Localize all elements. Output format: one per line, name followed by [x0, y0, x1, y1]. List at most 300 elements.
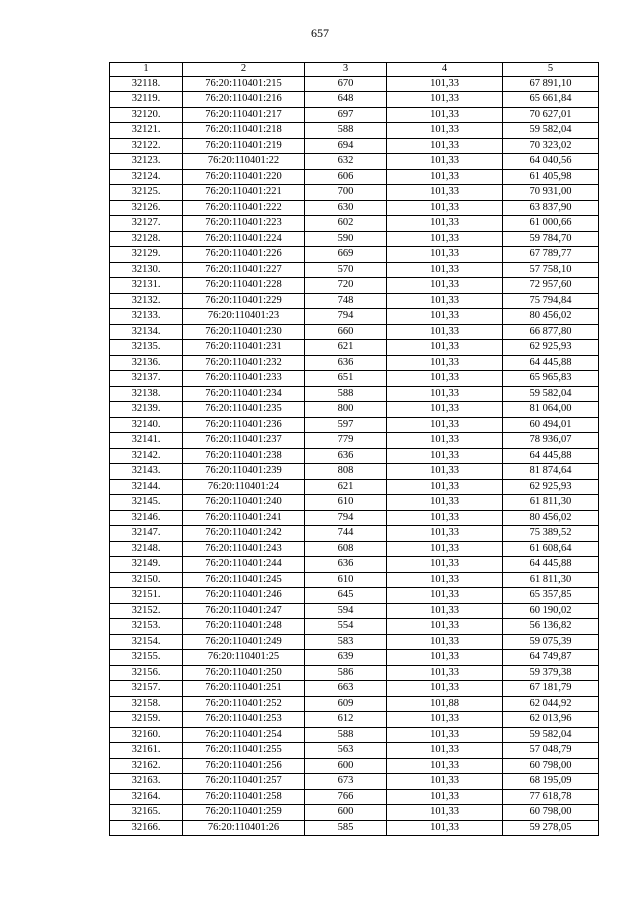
row-number-cell: 32145.	[110, 495, 183, 511]
table-row	[110, 495, 599, 511]
area-cell: 794	[305, 510, 387, 526]
table-row	[110, 355, 599, 371]
cadastral-number-cell: 76:20:110401:251	[183, 681, 305, 697]
cadastral-number-cell: 76:20:110401:219	[183, 138, 305, 154]
table-row	[110, 247, 599, 263]
area-cell: 585	[305, 820, 387, 836]
column-header-4: 4	[387, 63, 503, 77]
row-number-cell: 32128.	[110, 231, 183, 247]
area-cell: 554	[305, 619, 387, 635]
area-cell: 660	[305, 324, 387, 340]
rate-cell: 101,33	[387, 557, 503, 573]
table-row	[110, 216, 599, 232]
table-body	[110, 76, 599, 836]
table-row	[110, 727, 599, 743]
area-cell: 700	[305, 185, 387, 201]
table-row	[110, 572, 599, 588]
value-cell: 61 405,98	[503, 169, 599, 185]
area-cell: 744	[305, 526, 387, 542]
area-cell: 748	[305, 293, 387, 309]
cadastral-number-cell: 76:20:110401:248	[183, 619, 305, 635]
area-cell: 586	[305, 665, 387, 681]
rate-cell: 101,33	[387, 293, 503, 309]
row-number-cell: 32135.	[110, 340, 183, 356]
table-row	[110, 433, 599, 449]
rate-cell: 101,33	[387, 789, 503, 805]
cadastral-number-cell: 76:20:110401:236	[183, 417, 305, 433]
row-number-cell: 32131.	[110, 278, 183, 294]
table-row	[110, 278, 599, 294]
table-row	[110, 448, 599, 464]
value-cell: 64 445,88	[503, 355, 599, 371]
value-cell: 67 181,79	[503, 681, 599, 697]
cadastral-number-cell: 76:20:110401:254	[183, 727, 305, 743]
cadastral-number-cell: 76:20:110401:247	[183, 603, 305, 619]
value-cell: 75 389,52	[503, 526, 599, 542]
column-header-1: 1	[110, 63, 183, 77]
table-row	[110, 386, 599, 402]
table-row	[110, 650, 599, 666]
rate-cell: 101,33	[387, 479, 503, 495]
value-cell: 70 627,01	[503, 107, 599, 123]
area-cell: 597	[305, 417, 387, 433]
value-cell: 72 957,60	[503, 278, 599, 294]
value-cell: 70 323,02	[503, 138, 599, 154]
row-number-cell: 32124.	[110, 169, 183, 185]
rate-cell: 101,33	[387, 588, 503, 604]
area-cell: 669	[305, 247, 387, 263]
value-cell: 75 794,84	[503, 293, 599, 309]
rate-cell: 101,33	[387, 417, 503, 433]
value-cell: 59 784,70	[503, 231, 599, 247]
value-cell: 59 379,38	[503, 665, 599, 681]
value-cell: 70 931,00	[503, 185, 599, 201]
table-row	[110, 696, 599, 712]
cadastral-number-cell: 76:20:110401:235	[183, 402, 305, 418]
row-number-cell: 32144.	[110, 479, 183, 495]
rate-cell: 101,33	[387, 340, 503, 356]
table-row	[110, 138, 599, 154]
row-number-cell: 32118.	[110, 76, 183, 92]
area-cell: 588	[305, 386, 387, 402]
area-cell: 563	[305, 743, 387, 759]
row-number-cell: 32158.	[110, 696, 183, 712]
area-cell: 673	[305, 774, 387, 790]
cadastral-number-cell: 76:20:110401:229	[183, 293, 305, 309]
rate-cell: 101,33	[387, 309, 503, 325]
value-cell: 67 891,10	[503, 76, 599, 92]
table-row	[110, 712, 599, 728]
rate-cell: 101,33	[387, 386, 503, 402]
row-number-cell: 32133.	[110, 309, 183, 325]
row-number-cell: 32130.	[110, 262, 183, 278]
row-number-cell: 32154.	[110, 634, 183, 650]
cadastral-number-cell: 76:20:110401:255	[183, 743, 305, 759]
value-cell: 57 048,79	[503, 743, 599, 759]
value-cell: 64 040,56	[503, 154, 599, 170]
value-cell: 59 582,04	[503, 727, 599, 743]
table-row	[110, 557, 599, 573]
area-cell: 636	[305, 355, 387, 371]
row-number-cell: 32155.	[110, 650, 183, 666]
cadastral-number-cell: 76:20:110401:242	[183, 526, 305, 542]
table-row	[110, 805, 599, 821]
value-cell: 59 278,05	[503, 820, 599, 836]
value-cell: 61 811,30	[503, 572, 599, 588]
table-row	[110, 154, 599, 170]
cadastral-number-cell: 76:20:110401:24	[183, 479, 305, 495]
rate-cell: 101,33	[387, 371, 503, 387]
value-cell: 63 837,90	[503, 200, 599, 216]
cadastral-number-cell: 76:20:110401:234	[183, 386, 305, 402]
value-cell: 64 445,88	[503, 448, 599, 464]
table-row	[110, 758, 599, 774]
header-row	[110, 63, 599, 77]
cadastral-number-cell: 76:20:110401:238	[183, 448, 305, 464]
cadastral-number-cell: 76:20:110401:241	[183, 510, 305, 526]
row-number-cell: 32146.	[110, 510, 183, 526]
table-row	[110, 76, 599, 92]
table-row	[110, 464, 599, 480]
area-cell: 570	[305, 262, 387, 278]
value-cell: 62 044,92	[503, 696, 599, 712]
area-cell: 639	[305, 650, 387, 666]
area-cell: 610	[305, 572, 387, 588]
table-row	[110, 402, 599, 418]
area-cell: 600	[305, 758, 387, 774]
value-cell: 62 925,93	[503, 340, 599, 356]
area-cell: 636	[305, 448, 387, 464]
value-cell: 65 965,83	[503, 371, 599, 387]
rate-cell: 101,33	[387, 619, 503, 635]
row-number-cell: 32137.	[110, 371, 183, 387]
value-cell: 61 811,30	[503, 495, 599, 511]
rate-cell: 101,33	[387, 774, 503, 790]
row-number-cell: 32123.	[110, 154, 183, 170]
area-cell: 636	[305, 557, 387, 573]
area-cell: 651	[305, 371, 387, 387]
table-row	[110, 789, 599, 805]
row-number-cell: 32153.	[110, 619, 183, 635]
row-number-cell: 32136.	[110, 355, 183, 371]
row-number-cell: 32127.	[110, 216, 183, 232]
rate-cell: 101,33	[387, 464, 503, 480]
row-number-cell: 32120.	[110, 107, 183, 123]
row-number-cell: 32148.	[110, 541, 183, 557]
cadastral-number-cell: 76:20:110401:230	[183, 324, 305, 340]
cadastral-number-cell: 76:20:110401:245	[183, 572, 305, 588]
table-row	[110, 681, 599, 697]
value-cell: 62 013,96	[503, 712, 599, 728]
area-cell: 606	[305, 169, 387, 185]
area-cell: 594	[305, 603, 387, 619]
rate-cell: 101,33	[387, 758, 503, 774]
rate-cell: 101,33	[387, 107, 503, 123]
row-number-cell: 32156.	[110, 665, 183, 681]
rate-cell: 101,33	[387, 324, 503, 340]
cadastral-number-cell: 76:20:110401:215	[183, 76, 305, 92]
area-cell: 632	[305, 154, 387, 170]
row-number-cell: 32142.	[110, 448, 183, 464]
area-cell: 600	[305, 805, 387, 821]
table-row	[110, 340, 599, 356]
cadastral-number-cell: 76:20:110401:218	[183, 123, 305, 139]
value-cell: 57 758,10	[503, 262, 599, 278]
page-number: 657	[311, 26, 329, 40]
row-number-cell: 32165.	[110, 805, 183, 821]
cadastral-number-cell: 76:20:110401:231	[183, 340, 305, 356]
value-cell: 60 798,00	[503, 805, 599, 821]
value-cell: 65 357,85	[503, 588, 599, 604]
area-cell: 621	[305, 479, 387, 495]
table-row	[110, 293, 599, 309]
rate-cell: 101,33	[387, 572, 503, 588]
table-row	[110, 231, 599, 247]
rate-cell: 101,33	[387, 541, 503, 557]
rate-cell: 101,33	[387, 216, 503, 232]
area-cell: 766	[305, 789, 387, 805]
table-row	[110, 309, 599, 325]
rate-cell: 101,33	[387, 433, 503, 449]
value-cell: 60 798,00	[503, 758, 599, 774]
area-cell: 602	[305, 216, 387, 232]
value-cell: 78 936,07	[503, 433, 599, 449]
row-number-cell: 32138.	[110, 386, 183, 402]
rate-cell: 101,33	[387, 603, 503, 619]
rate-cell: 101,33	[387, 820, 503, 836]
cadastral-number-cell: 76:20:110401:222	[183, 200, 305, 216]
rate-cell: 101,33	[387, 92, 503, 108]
value-cell: 62 925,93	[503, 479, 599, 495]
table-row	[110, 634, 599, 650]
rate-cell: 101,33	[387, 185, 503, 201]
cadastral-number-cell: 76:20:110401:253	[183, 712, 305, 728]
rate-cell: 101,33	[387, 743, 503, 759]
value-cell: 56 136,82	[503, 619, 599, 635]
value-cell: 60 190,02	[503, 603, 599, 619]
rate-cell: 101,33	[387, 76, 503, 92]
cadastral-number-cell: 76:20:110401:252	[183, 696, 305, 712]
area-cell: 609	[305, 696, 387, 712]
cadastral-number-cell: 76:20:110401:250	[183, 665, 305, 681]
area-cell: 588	[305, 123, 387, 139]
row-number-cell: 32132.	[110, 293, 183, 309]
rate-cell: 101,33	[387, 510, 503, 526]
data-table	[109, 62, 599, 836]
cadastral-number-cell: 76:20:110401:224	[183, 231, 305, 247]
value-cell: 59 582,04	[503, 386, 599, 402]
row-number-cell: 32121.	[110, 123, 183, 139]
cadastral-number-cell: 76:20:110401:256	[183, 758, 305, 774]
table-row	[110, 526, 599, 542]
rate-cell: 101,33	[387, 634, 503, 650]
row-number-cell: 32152.	[110, 603, 183, 619]
row-number-cell: 32141.	[110, 433, 183, 449]
rate-cell: 101,33	[387, 665, 503, 681]
table-row	[110, 123, 599, 139]
table-row	[110, 417, 599, 433]
row-number-cell: 32159.	[110, 712, 183, 728]
table-row	[110, 371, 599, 387]
value-cell: 61 000,66	[503, 216, 599, 232]
rate-cell: 101,88	[387, 696, 503, 712]
table-row	[110, 169, 599, 185]
cadastral-number-cell: 76:20:110401:240	[183, 495, 305, 511]
row-number-cell: 32143.	[110, 464, 183, 480]
rate-cell: 101,33	[387, 495, 503, 511]
value-cell: 80 456,02	[503, 309, 599, 325]
value-cell: 77 618,78	[503, 789, 599, 805]
table-row	[110, 774, 599, 790]
cadastral-number-cell: 76:20:110401:233	[183, 371, 305, 387]
row-number-cell: 32126.	[110, 200, 183, 216]
table-row	[110, 603, 599, 619]
rate-cell: 101,33	[387, 123, 503, 139]
area-cell: 590	[305, 231, 387, 247]
cadastral-number-cell: 76:20:110401:220	[183, 169, 305, 185]
table-row	[110, 820, 599, 836]
value-cell: 59 075,39	[503, 634, 599, 650]
cadastral-number-cell: 76:20:110401:257	[183, 774, 305, 790]
cadastral-number-cell: 76:20:110401:22	[183, 154, 305, 170]
row-number-cell: 32147.	[110, 526, 183, 542]
table-row	[110, 588, 599, 604]
area-cell: 720	[305, 278, 387, 294]
row-number-cell: 32163.	[110, 774, 183, 790]
value-cell: 66 877,80	[503, 324, 599, 340]
value-cell: 64 749,87	[503, 650, 599, 666]
rate-cell: 101,33	[387, 200, 503, 216]
row-number-cell: 32134.	[110, 324, 183, 340]
cadastral-number-cell: 76:20:110401:23	[183, 309, 305, 325]
row-number-cell: 32162.	[110, 758, 183, 774]
rate-cell: 101,33	[387, 247, 503, 263]
rate-cell: 101,33	[387, 138, 503, 154]
cadastral-number-cell: 76:20:110401:244	[183, 557, 305, 573]
table-row	[110, 619, 599, 635]
row-number-cell: 32139.	[110, 402, 183, 418]
value-cell: 61 608,64	[503, 541, 599, 557]
rate-cell: 101,33	[387, 727, 503, 743]
cadastral-number-cell: 76:20:110401:237	[183, 433, 305, 449]
area-cell: 663	[305, 681, 387, 697]
table-row	[110, 92, 599, 108]
row-number-cell: 32164.	[110, 789, 183, 805]
row-number-cell: 32157.	[110, 681, 183, 697]
rate-cell: 101,33	[387, 402, 503, 418]
row-number-cell: 32122.	[110, 138, 183, 154]
cadastral-number-cell: 76:20:110401:258	[183, 789, 305, 805]
rate-cell: 101,33	[387, 154, 503, 170]
value-cell: 81 874,64	[503, 464, 599, 480]
table-row	[110, 541, 599, 557]
column-header-2: 2	[183, 63, 305, 77]
rate-cell: 101,33	[387, 278, 503, 294]
value-cell: 64 445,88	[503, 557, 599, 573]
value-cell: 80 456,02	[503, 510, 599, 526]
table-row	[110, 262, 599, 278]
rate-cell: 101,33	[387, 650, 503, 666]
value-cell: 68 195,09	[503, 774, 599, 790]
cadastral-number-cell: 76:20:110401:239	[183, 464, 305, 480]
table-row	[110, 107, 599, 123]
cadastral-number-cell: 76:20:110401:232	[183, 355, 305, 371]
value-cell: 67 789,77	[503, 247, 599, 263]
table-row	[110, 185, 599, 201]
cadastral-number-cell: 76:20:110401:246	[183, 588, 305, 604]
value-cell: 65 661,84	[503, 92, 599, 108]
cadastral-number-cell: 76:20:110401:259	[183, 805, 305, 821]
row-number-cell: 32149.	[110, 557, 183, 573]
rate-cell: 101,33	[387, 355, 503, 371]
area-cell: 630	[305, 200, 387, 216]
table-row	[110, 200, 599, 216]
table-row	[110, 510, 599, 526]
value-cell: 81 064,00	[503, 402, 599, 418]
area-cell: 800	[305, 402, 387, 418]
row-number-cell: 32161.	[110, 743, 183, 759]
rate-cell: 101,33	[387, 169, 503, 185]
table-row	[110, 743, 599, 759]
rate-cell: 101,33	[387, 526, 503, 542]
cadastral-number-cell: 76:20:110401:223	[183, 216, 305, 232]
cadastral-number-cell: 76:20:110401:243	[183, 541, 305, 557]
value-cell: 59 582,04	[503, 123, 599, 139]
area-cell: 697	[305, 107, 387, 123]
cadastral-number-cell: 76:20:110401:228	[183, 278, 305, 294]
cadastral-number-cell: 76:20:110401:249	[183, 634, 305, 650]
row-number-cell: 32125.	[110, 185, 183, 201]
area-cell: 645	[305, 588, 387, 604]
row-number-cell: 32140.	[110, 417, 183, 433]
column-header-3: 3	[305, 63, 387, 77]
row-number-cell: 32160.	[110, 727, 183, 743]
area-cell: 612	[305, 712, 387, 728]
rate-cell: 101,33	[387, 805, 503, 821]
value-cell: 60 494,01	[503, 417, 599, 433]
area-cell: 808	[305, 464, 387, 480]
rate-cell: 101,33	[387, 262, 503, 278]
row-number-cell: 32150.	[110, 572, 183, 588]
rate-cell: 101,33	[387, 231, 503, 247]
area-cell: 608	[305, 541, 387, 557]
area-cell: 670	[305, 76, 387, 92]
row-number-cell: 32151.	[110, 588, 183, 604]
cadastral-number-cell: 76:20:110401:227	[183, 262, 305, 278]
area-cell: 610	[305, 495, 387, 511]
table-row	[110, 665, 599, 681]
row-number-cell: 32129.	[110, 247, 183, 263]
column-header-5: 5	[503, 63, 599, 77]
area-cell: 588	[305, 727, 387, 743]
cadastral-number-cell: 76:20:110401:26	[183, 820, 305, 836]
cadastral-number-cell: 76:20:110401:221	[183, 185, 305, 201]
table-row	[110, 324, 599, 340]
rate-cell: 101,33	[387, 712, 503, 728]
area-cell: 779	[305, 433, 387, 449]
cadastral-number-cell: 76:20:110401:25	[183, 650, 305, 666]
row-number-cell: 32166.	[110, 820, 183, 836]
area-cell: 621	[305, 340, 387, 356]
cadastral-number-cell: 76:20:110401:226	[183, 247, 305, 263]
area-cell: 794	[305, 309, 387, 325]
row-number-cell: 32119.	[110, 92, 183, 108]
area-cell: 694	[305, 138, 387, 154]
area-cell: 648	[305, 92, 387, 108]
rate-cell: 101,33	[387, 681, 503, 697]
rate-cell: 101,33	[387, 448, 503, 464]
area-cell: 583	[305, 634, 387, 650]
